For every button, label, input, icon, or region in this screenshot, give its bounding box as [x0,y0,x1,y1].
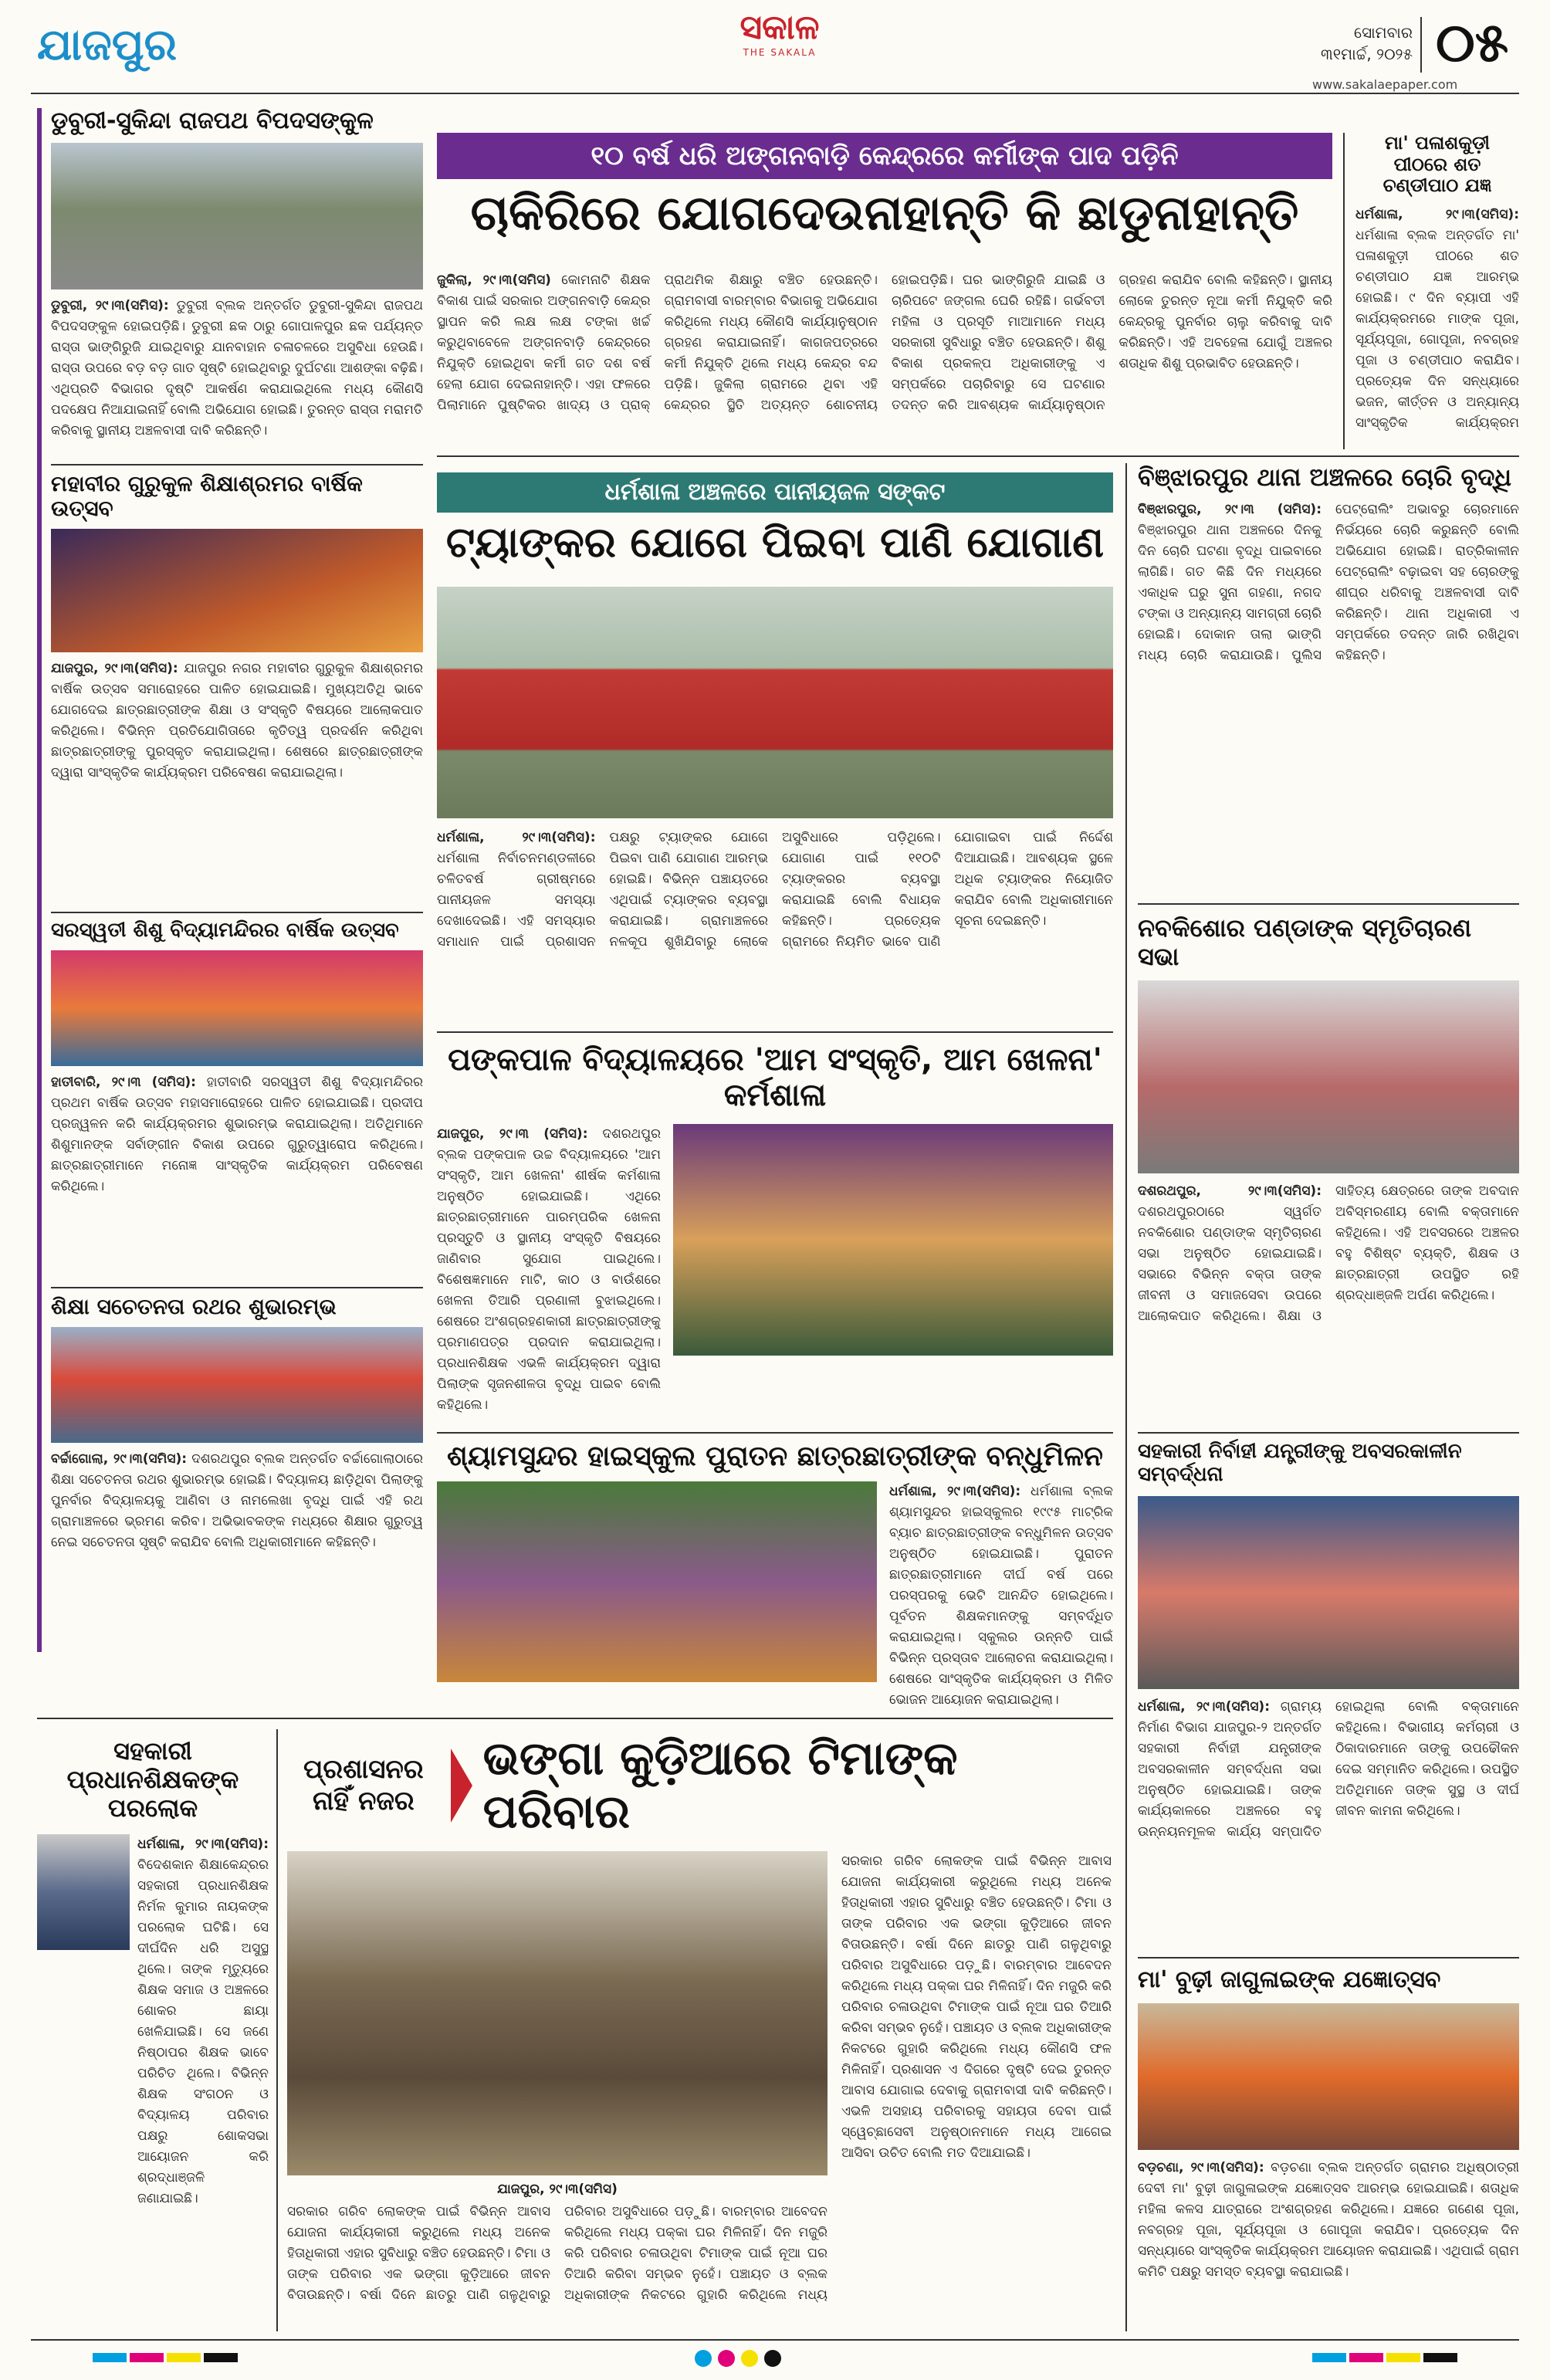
cyan-swatch [1312,2353,1346,2362]
water-text: ଧର୍ମଶାଳା ନିର୍ବାଚନମଣ୍ଡଳୀରେ ଚଳିତବର୍ଷ ଗ୍ରୀଷ୍ମରେ ପାନୀୟଜଳ ସମସ୍ୟା ଦେଖାଦେଇଛି। ଏହି ସମସ୍ୟାର ସମାଧାନ ପାଇଁ ପ୍ରଶାସନ ପକ୍ଷରୁ ଟ୍ୟାଙ୍କର ଯୋଗେ ପିଇବା ପାଣି ଯୋଗାଣ ଆରମ୍ଭ ହୋଇଛି। ବିଭିନ୍ନ ପଞ୍ଚାୟତରେ ଏଥିପାଇଁ ଟ୍ୟାଙ୍କର ବ୍ୟବସ୍ଥା କରାଯାଇଛି। ଗ୍ରାମାଞ୍ଚଳରେ ନଳକୂପ ଶୁଖିଯିବାରୁ ଲୋକେ ଅସୁବିଧାରେ ପଡ଼ିଥିଲେ। ଯୋଗାଣ ପାଇଁ ୧୧୦ଟି ଟ୍ୟାଙ୍କରର ବ୍ୟବସ୍ଥା କରାଯାଇଛି ବୋଲି ବିଧାୟକ କହିଛନ୍ତି। ପ୍ରତ୍ୟେକ ଗ୍ରାମରେ ନିୟମିତ ଭାବେ ପାଣି ଯୋଗାଇବା ପାଇଁ ନିର୍ଦ୍ଦେଶ ଦିଆଯାଇଛି। ଆବଶ୍ୟକ ସ୍ଥଳେ ଅଧିକ ଟ୍ୟାଙ୍କର ନିୟୋଜିତ କରାଯିବ ବୋଲି ଅଧିକାରୀମାନେ ସୂଚନା ଦେଇଛନ୍ତି। [437,830,1113,950]
yellow-dot [741,2350,758,2367]
section-rule [37,1718,1113,1719]
divider [51,464,423,466]
water-headline: ଟ୍ୟାଙ୍କର ଯୋଗେ ପିଇବା ପାଣି ଯୋଗାଣ [445,518,1105,567]
story-gurukul-text: ଯାଜପୁର ନଗର ମହାବୀର ଗୁରୁକୁଳ ଶିକ୍ଷାଶ୍ରମର ବାର୍ଷିକ ଉତ୍ସବ ସମାରୋହରେ ପାଳିତ ହୋଇଯାଇଛି। ମୁଖ୍ୟଅତିଥି ଭାବେ ଯୋଗଦେଇ ଛାତ୍ରଛାତ୍ରୀଙ୍କ ଶିକ୍ଷା ଓ ସଂସ୍କୃତି ବିଷୟରେ ଆଲୋକପାତ କରିଥିଲେ। ବିଭିନ୍ନ ପ୍ରତିଯୋଗିତାରେ କୃତିତ୍ୱ ପ୍ରଦର୍ଶନ କରିଥିବା ଛାତ୍ରଛାତ୍ରୀଙ୍କୁ ପୁରସ୍କୃତ କରାଯାଇଥିଲା। ଶେଷରେ ଛାତ୍ରଛାତ୍ରୀଙ୍କ ଦ୍ୱାରା ସାଂସ୍କୃତିକ କାର୍ଯ୍ୟକ୍ରମ ପରିବେଷଣ କରାଯାଇଥିଲା। [51,660,423,780]
left-rail [37,108,423,1652]
obituary-text: ବିଦେଶକାନ ଶିକ୍ଷାକେନ୍ଦ୍ରର ସହକାରୀ ପ୍ରଧାନଶିକ୍ଷକ ନିର୍ମଳ କୁମାର ନାୟକଙ୍କ ପରଲୋକ ଘଟିଛି। ସେ ଦୀର୍ଘଦିନ ଧରି ଅସୁସ୍ଥ ଥିଲେ। ତାଙ୍କ ମୃତ୍ୟୁରେ ଶିକ୍ଷକ ସମାଜ ଓ ଅଞ୍ଚଳରେ ଶୋକର ଛାୟା ଖେଳିଯାଇଛି। ସେ ଜଣେ ନିଷ୍ଠାପର ଶିକ୍ଷକ ଭାବେ ପରିଚିତ ଥିଲେ। ବିଭିନ୍ନ ଶିକ୍ଷକ ସଂଗଠନ ଓ ବିଦ୍ୟାଳୟ ପରିବାର ପକ୍ଷରୁ ଶୋକସଭା ଆୟୋଜନ କରି ଶ୍ରଦ୍ଧାଞ୍ଜଳି ଜଣାଯାଇଛି। [137,1857,269,2207]
sidebar-chandi [1355,133,1519,436]
lead-body [437,270,1332,448]
yagna-headline: ମା' ବୁଢ଼ୀ ଜାଗୁଳାଇଙ୍କ ଯଜ୍ଞୋତ୍ସବ [1138,1966,1441,1993]
reunion-body [889,1481,1113,1713]
issue-date: ୩୧ମାର୍ଚ୍ଚ, ୨୦୨୫ [1320,45,1413,63]
story-road-byline: ଡୁବୁରୀ, ୨୯।୩(ସମିସ): [51,297,169,313]
memorial-text: ଦଶରଥପୁରଠାରେ ସ୍ୱର୍ଗତ ନବକିଶୋର ପଣ୍ଡାଙ୍କ ସ୍ମୃତିଚାରଣ ସଭା ଅନୁଷ୍ଠିତ ହୋଇଯାଇଛି। ସଭାରେ ବିଭିନ୍ନ ବକ୍ତା ତାଙ୍କ ଜୀବନୀ ଓ ସମାଜସେବା ଉପରେ ଆଲୋକପାତ କରିଥିଲେ। ଶିକ୍ଷା ଓ ସାହିତ୍ୟ କ୍ଷେତ୍ରରେ ତାଙ୍କ ଅବଦାନ ଅବିସ୍ମରଣୀୟ ବୋଲି ବକ୍ତାମାନେ କହିଥିଲେ। ଏହି ଅବସରରେ ଅଞ୍ଚଳର ବହୁ ବିଶିଷ୍ଟ ବ୍ୟକ୍ତି, ଶିକ୍ଷକ ଓ ଛାତ୍ରଛାତ୍ରୀ ଉପସ୍ଥିତ ରହି ଶ୍ରଦ୍ଧାଞ୍ଜଳି ଅର୍ପଣ କରିଥିଲେ। [1138,1183,1519,1324]
road-photo [51,143,423,289]
yellow-swatch [167,2353,201,2362]
yagna-text: ବଡ଼ଚଣା ବ୍ଲକ ଅନ୍ତର୍ଗତ ଗ୍ରାମର ଅଧିଷ୍ଠାତ୍ରୀ ଦେବୀ ମା' ବୁଢ଼ୀ ଜାଗୁଳାଇଙ୍କ ଯଜ୍ଞୋତ୍ସବ ଆରମ୍ଭ ହୋଇଯାଇଛି। ଶତାଧିକ ମହିଳା କଳସ ଯାତ୍ରାରେ ଅଂଶଗ୍ରହଣ କରିଥିଲେ। ଯଜ୍ଞରେ ଗଣେଶ ପୂଜା, ନବଗ୍ରହ ପୂଜା, ସୂର୍ଯ୍ୟପୂଜା ଓ ଗୋପୂଜା କରାଯିବ। ପ୍ରତ୍ୟେକ ଦିନ ସନ୍ଧ୍ୟାରେ ସାଂସ୍କୃତିକ କାର୍ଯ୍ୟକ୍ରମ ଆୟୋଜନ କରାଯାଇଛି। ଏଥିପାଇଁ ଗ୍ରାମ କମିଟି ପକ୍ଷରୁ ସମସ୍ତ ବ୍ୟବସ୍ଥା କରାଯାଇଛି। [1138,2159,1519,2280]
water-kicker: ଧର୍ମଶାଳା ଅଞ୍ଚଳରେ ପାନୀୟଜଳ ସଙ୍କଟ [437,472,1113,513]
hut-kicker: ପ୍ରଶାସନର ନାହିଁ ନଜର [303,1754,424,1816]
felicitation-story [1138,1441,1519,1928]
brand-tagline: THE SAKALA [743,47,817,58]
section-rule [437,1031,1113,1033]
obituary-headline: ସହକାରୀ ପ୍ରଧାନଶିକ୍ଷକଙ୍କ ପରଲୋକ [66,1736,239,1823]
reunion-group-photo [437,1481,877,1682]
sidebar-chandi-text: ଧର୍ମଶାଳା ବ୍ଲକ ଅନ୍ତର୍ଗତ ମା' ପଳାଶକୁଡ଼ୀ ପୀଠରେ ଶତ ଚଣ୍ଡୀପାଠ ଯଜ୍ଞ ଆରମ୍ଭ ହୋଇଛି। ୯ ଦିନ ବ୍ୟାପୀ ଏହି କାର୍ଯ୍ୟକ୍ରମରେ ମାଙ୍କ ପୂଜା, ସୂର୍ଯ୍ୟପୂଜା, ଗୋପୂଜା, ନବଗ୍ରହ ପୂଜା ଓ ଚଣ୍ଡୀପାଠ କରାଯିବ। ପ୍ରତ୍ୟେକ ଦିନ ସନ୍ଧ୍ୟାରେ ଭଜନ, କୀର୍ତ୍ତନ ଓ ଅନ୍ୟାନ୍ୟ ସାଂସ୍କୃତିକ କାର୍ଯ୍ୟକ୍ରମ [1355,227,1519,431]
divider [51,912,423,913]
magenta-dot [718,2350,735,2367]
story-road-body [51,296,423,458]
obituary-portrait [37,1834,130,1950]
reunion-byline: ଧର୍ମଶାଳା, ୨୯।୩(ସମିସ): [889,1484,1021,1500]
section-rule [437,1432,1113,1434]
story-road-text: ଡୁବୁରୀ ବ୍ଲକ ଅନ୍ତର୍ଗତ ଡୁବୁରୀ-ସୁକିନ୍ଦା ରାଜପଥ ବିପଦସଙ୍କୁଳ ହୋଇପଡ଼ିଛି। ଡୁବୁରୀ ଛକ ଠାରୁ ଗୋପାଳପୁର ଛକ ପର୍ଯ୍ୟନ୍ତ ରାସ୍ତା ଭାଙ୍ଗିରୁଜି ଯାଇଥିବାରୁ ଯାନବାହାନ ଚଳାଚଳରେ ଅସୁବିଧା ହେଉଛି। ରାସ୍ତା ଉପରେ ବଡ଼ ବଡ଼ ଗାତ ସୃଷ୍ଟି ହୋଇଥିବାରୁ ଦୁର୍ଘଟଣା ଆଶଙ୍କା ବଢ଼ିଛି। ଏଥିପ୍ରତି ବିଭାଗର ଦୃଷ୍ଟି ଆକର୍ଷଣ କରାଯାଇଥିଲେ ମଧ୍ୟ କୌଣସି ପଦକ୍ଷେପ ନିଆଯାଇନାହିଁ ବୋଲି ଅଭିଯୋଗ ହୋଇଛି। ତୁରନ୍ତ ରାସ୍ତା ମରାମତି କରିବାକୁ ସ୍ଥାନୀୟ ଅଞ୍ଚଳବାସୀ ଦାବି କରିଛନ୍ତି। [51,297,423,438]
story-saraswati-body [51,1072,423,1281]
theft-headline: ବିଞ୍ଝାରପୁର ଥାନା ଅଞ୍ଚଳରେ ଚୋରି ବୃଦ୍ଧି [1138,462,1512,492]
sidebar-chandi-byline: ଧର୍ମଶାଳା, ୨୯।୩(ସମିସ): [1355,206,1519,222]
hut-arrow-icon [451,1749,472,1823]
section-rule [1138,1432,1519,1434]
felicitation-headline: ସହକାରୀ ନିର୍ବାହୀ ଯନ୍ତ୍ରୀଙ୍କୁ ଅବସରକାଳୀନ ସମ୍ବର୍ଦ୍ଧନା [1138,1440,1462,1486]
obituary-story [37,1737,269,2267]
sidebar-chandi-headline: ମା' ପଳାଶକୁଡ଼ୀ ପୀଠରେ ଶତ ଚଣ୍ଡୀପାଠ ଯଜ୍ଞ [1382,132,1492,197]
felicitation-body [1138,1697,1519,1928]
memorial-meeting-photo [1138,980,1519,1173]
section-rule [1138,903,1519,905]
lead-byline: ଜୁକିଲା, ୨୯।୩(ସମିସ) [437,273,551,288]
page-number: ୦୫ [1436,11,1509,74]
lead-headline: ଚାକିରିରେ ଯୋଗଦେଉନାହାନ୍ତି କି ଛାଡୁନାହାନ୍ତି [470,185,1299,241]
hut-text-side: ସରକାର ଗରିବ ଲୋକଙ୍କ ପାଇଁ ବିଭିନ୍ନ ଆବାସ ଯୋଜନା କାର୍ଯ୍ୟକାରୀ କରୁଥିଲେ ମଧ୍ୟ ଅନେକ ହିତାଧିକାରୀ ଏହାର ସୁବିଧାରୁ ବଞ୍ଚିତ ହେଉଛନ୍ତି। ଟିମା ଓ ତାଙ୍କ ପରିବାର ଏକ ଭଙ୍ଗା କୁଡ଼ିଆରେ ଜୀବନ ବିତାଉଛନ୍ତି। ବର୍ଷା ଦିନେ ଛାତରୁ ପାଣି ଗଳୁଥିବାରୁ ପରିବାର ଅସୁବିଧାରେ ପଡ଼ୁଛି। ବାରମ୍ବାର ଆବେଦନ କରିଥିଲେ ମଧ୍ୟ ପକ୍କା ଘର ମିଳିନାହିଁ। ଦିନ ମଜୁରି କରି ପରିବାର ଚଳାଉଥିବା ଟିମାଙ୍କ ପାଇଁ ନୂଆ ଘର ତିଆରି କରିବା ସମ୍ଭବ ନୁହେଁ। ପଞ୍ଚାୟତ ଓ ବ୍ଲକ ଅଧିକାରୀଙ୍କ ନିକଟରେ ଗୁହାରି କରିଥିଲେ ମଧ୍ୟ କୌଣସି ଫଳ ମିଳିନାହିଁ। ପ୍ରଶାସନ ଏ ଦିଗରେ ଦୃଷ୍ଟି ଦେଇ ତୁରନ୍ତ ଆବାସ ଯୋଗାଇ ଦେବାକୁ ଗ୍ରାମବାସୀ ଦାବି କରିଛନ୍ତି। ଏଭଳି ଅସହାୟ ପରିବାରକୁ ସହାୟତା ଦେବା ପାଇଁ ସ୍ୱେଚ୍ଛାସେବୀ ଅନୁଷ୍ଠାନମାନେ ମଧ୍ୟ ଆଗେଇ ଆସିବା ଉଚିତ ବୋଲି ମତ ଦିଆଯାଇଛି। [841,1854,1112,2161]
workshop-byline: ଯାଜପୁର, ୨୯।୩ (ସମିସ): [437,1126,588,1142]
cyan-dot [695,2350,712,2367]
felicitation-byline: ଧର୍ମଶାଳା, ୨୯।୩(ସମିସ): [1138,1698,1270,1715]
sidebar-chandi-body [1355,205,1519,436]
yellow-swatch [1386,2353,1420,2362]
brand-logo [718,8,841,58]
section-title: ଯାଜପୁର [37,20,178,70]
yagna-body [1138,2158,1519,2320]
memorial-headline: ନବକିଶୋର ପଣ୍ଡାଙ୍କ ସ୍ମୃତିଚାରଣ ସଭା [1138,913,1472,971]
workshop-students-photo [673,1124,1113,1356]
story-saraswati-headline: ସରସ୍ୱତୀ ଶିଶୁ ବିଦ୍ୟାମନ୍ଦିରର ବାର୍ଷିକ ଉତ୍ସବ [51,918,399,942]
black-swatch [204,2353,238,2362]
obituary-byline: ଧର୍ମଶାଳା, ୨୯।୩(ସମିସ): [137,1837,269,1853]
hut-byline: ଯାଜପୁର, ୨୯।୩(ସମିସ) [497,2182,618,2197]
story-gurukul-byline: ଯାଜପୁର, ୨୯।୩(ସମିସ): [51,660,178,676]
awareness-rath-photo [51,1327,423,1443]
section-rule [1138,1957,1519,1959]
issue-day: ସୋମବାର [1354,23,1413,42]
black-dot [764,2350,781,2367]
water-tankers-photo [437,587,1113,818]
cyan-swatch [93,2353,127,2362]
felicitation-text: ଗ୍ରାମ୍ୟ ନିର୍ମାଣ ବିଭାଗ ଯାଜପୁର-୨ ଅନ୍ତର୍ଗତ ସହକାରୀ ନିର୍ବାହୀ ଯନ୍ତ୍ରୀଙ୍କ ଅବସରକାଳୀନ ସମ୍ବର୍ଦ୍ଧନା ସଭା ଅନୁଷ୍ଠିତ ହୋଇଯାଇଛି। ତାଙ୍କ କାର୍ଯ୍ୟକାଳରେ ଅଞ୍ଚଳରେ ବହୁ ଉନ୍ନୟନମୂଳକ କାର୍ଯ୍ୟ ସମ୍ପାଦିତ ହୋଇଥିଲା ବୋଲି ବକ୍ତାମାନେ କହିଥିଲେ। ବିଭାଗୀୟ କର୍ମଚାରୀ ଓ ଠିକାଦାରମାନେ ତାଙ୍କୁ ଉପଢୌକନ ଦେଇ ସମ୍ମାନିତ କରିଥିଲେ। ଉପସ୍ଥିତ ଅତିଥିମାନେ ତାଙ୍କ ସୁସ୍ଥ ଓ ଦୀର୍ଘ ଜୀବନ କାମନା କରିଥିଲେ। [1138,1698,1519,1840]
hut-body-side [841,1851,1112,2345]
hut-family-photo [287,1851,827,2175]
lead-kicker: ୧୦ ବର୍ଷ ଧରି ଅଙ୍ଗନବାଡ଼ି କେନ୍ଦ୍ରରେ କର୍ମୀଙ୍କ ପାଦ ପଡ଼ିନି [437,133,1332,179]
memorial-story [1138,914,1519,1459]
masthead-divider [1420,17,1422,73]
column-rule [1343,133,1345,449]
hut-story [287,1732,1113,2345]
story-rath-headline: ଶିକ୍ଷା ସଚେତନତା ରଥର ଶୁଭାରମ୍ଭ [51,1293,337,1319]
print-registration-strip [0,2353,1550,2372]
theft-text: ବିଞ୍ଝାରପୁର ଥାନା ଅଞ୍ଚଳରେ ଦିନକୁ ଦିନ ଚୋରି ଘଟଣା ବୃଦ୍ଧି ପାଇବାରେ ଲାଗିଛି। ଗତ କିଛି ଦିନ ମଧ୍ୟରେ ଏକାଧିକ ଘରୁ ସୁନା ଗହଣା, ନଗଦ ଟଙ୍କା ଓ ଅନ୍ୟାନ୍ୟ ସାମଗ୍ରୀ ଚୋରି ହୋଇଛି। ଦୋକାନ ତାଲା ଭାଙ୍ଗି ମଧ୍ୟ ଚୋରି କରାଯାଉଛି। ପୁଲିସ ପେଟ୍ରୋଲିଂ ଅଭାବରୁ ଚୋରମାନେ ନିର୍ଭୟରେ ଚୋରି କରୁଛନ୍ତି ବୋଲି ଅଭିଯୋଗ ହୋଇଛି। ରାତ୍ରିକାଳୀନ ପେଟ୍ରୋଲିଂ ବଢ଼ାଇବା ସହ ଚୋରଙ୍କୁ ଶୀଘ୍ର ଧରିବାକୁ ଅଞ୍ଚଳବାସୀ ଦାବି କରିଛନ୍ତି। ଥାନା ଅଧିକାରୀ ଏ ସମ୍ପର୍କରେ ତଦନ୍ତ ଜାରି ରଖିଥିବା କହିଛନ୍ତି। [1138,501,1519,663]
divider [51,1287,423,1288]
yagna-byline: ବଡ଼ଚଣା, ୨୯।୩(ସମିସ): [1138,2159,1264,2175]
masthead [0,0,1550,93]
theft-story [1138,463,1519,862]
section-rule [437,455,1519,457]
reunion-story [437,1441,1113,1713]
story-rath-body [51,1449,423,1657]
workshop-body-left [437,1124,661,1417]
yagna-ritual-photo [1138,2003,1519,2150]
memorial-byline: ଦଶରଥପୁର, ୨୯।୩(ସମିସ): [1138,1183,1322,1199]
theft-body [1138,499,1519,862]
story-saraswati-text: ହାତୀବାରି ସରସ୍ୱତୀ ଶିଶୁ ବିଦ୍ୟାମନ୍ଦିରର ପ୍ରଥମ ବାର୍ଷିକ ଉତ୍ସବ ମହାସମାରୋହରେ ପାଳିତ ହୋଇଯାଇଛି। ପ୍ରଦୀପ ପ୍ରଜ୍ୱଳନ କରି କାର୍ଯ୍ୟକ୍ରମର ଶୁଭାରମ୍ଭ କରାଯାଇଥିଲା। ଅତିଥିମାନେ ଶିଶୁମାନଙ୍କ ସର୍ବାଙ୍ଗୀନ ବିକାଶ ଉପରେ ଗୁରୁତ୍ୱାରୋପ କରିଥିଲେ। ଛାତ୍ରଛାତ୍ରୀମାନେ ମନୋଜ୍ଞ ସାଂସ୍କୃତିକ କାର୍ଯ୍ୟକ୍ରମ ପରିବେଷଣ କରିଥିଲେ। [51,1074,423,1194]
footer-rule [31,2339,1519,2341]
column-rule [1125,1444,1127,2331]
workshop-text: ଦଶରଥପୁର ବ୍ଲକ ପଙ୍କପାଳ ଉଚ୍ଚ ବିଦ୍ୟାଳୟରେ 'ଆମ ସଂସ୍କୃତି, ଆମ ଖେଳନା' ଶୀର୍ଷକ କର୍ମଶାଳା ଅନୁଷ୍ଠିତ ହୋଇଯାଇଛି। ଏଥିରେ ଛାତ୍ରଛାତ୍ରୀମାନେ ପାରମ୍ପରିକ ଖେଳନା ପ୍ରସ୍ତୁତି ଓ ସ୍ଥାନୀୟ ସଂସ୍କୃତି ବିଷୟରେ ଜାଣିବାର ସୁଯୋଗ ପାଇଥିଲେ। ବିଶେଷଜ୍ଞମାନେ ମାଟି, କାଠ ଓ ବାଉଁଶରେ ଖେଳନା ତିଆରି ପ୍ରଣାଳୀ ବୁଝାଇଥିଲେ। ଶେଷରେ ଅଂଶଗ୍ରହଣକାରୀ ଛାତ୍ରଛାତ୍ରୀଙ୍କୁ ପ୍ରମାଣପତ୍ର ପ୍ରଦାନ କରାଯାଇଥିଲା। ପ୍ରଧାନଶିକ୍ଷକ ଏଭଳି କାର୍ଯ୍ୟକ୍ରମ ଦ୍ୱାରା ପିଲାଙ୍କ ସୃଜନଶୀଳତା ବୃଦ୍ଧି ପାଇବ ବୋଲି କହିଥିଲେ। [437,1126,661,1413]
felicitation-photo [1138,1496,1519,1689]
workshop-headline: ପଙ୍କପାଳ ବିଦ୍ୟାଳୟରେ 'ଆମ ସଂସ୍କୃତି, ଆମ ଖେଳନା' କର୍ମଶାଳା [448,1042,1102,1113]
reunion-headline: ଶ୍ୟାମସୁନ୍ଦର ହାଇସ୍କୁଲ ପୁରାତନ ଛାତ୍ରଛାତ୍ରୀଙ୍କ ବନ୍ଧୁମିଳନ [447,1441,1103,1472]
yagna-story [1138,1967,1519,2320]
water-body [437,828,1113,1021]
masthead-rule [31,93,1519,94]
black-swatch [1423,2353,1457,2362]
hut-body-lower [287,2202,827,2325]
dateline [1312,22,1413,65]
story-saraswati-byline: ହାତୀବାରି, ୨୯।୩ (ସମିସ): [51,1074,196,1090]
website-url: www.sakalaepaper.com [1312,77,1458,92]
story-gurukul-body [51,658,423,906]
column-rule [1125,463,1127,1444]
magenta-swatch [1349,2353,1383,2362]
hut-text-lower: ସରକାର ଗରିବ ଲୋକଙ୍କ ପାଇଁ ବିଭିନ୍ନ ଆବାସ ଯୋଜନା କାର୍ଯ୍ୟକାରୀ କରୁଥିଲେ ମଧ୍ୟ ଅନେକ ହିତାଧିକାରୀ ଏହାର ସୁବିଧାରୁ ବଞ୍ଚିତ ହେଉଛନ୍ତି। ଟିମା ଓ ତାଙ୍କ ପରିବାର ଏକ ଭଙ୍ଗା କୁଡ଼ିଆରେ ଜୀବନ ବିତାଉଛନ୍ତି। ବର୍ଷା ଦିନେ ଛାତରୁ ପାଣି ଗଳୁଥିବାରୁ ପରିବାର ଅସୁବିଧାରେ ପଡ଼ୁଛି। ବାରମ୍ବାର ଆବେଦନ କରିଥିଲେ ମଧ୍ୟ ପକ୍କା ଘର ମିଳିନାହିଁ। ଦିନ ମଜୁରି କରି ପରିବାର ଚଳାଉଥିବା ଟିମାଙ୍କ ପାଇଁ ନୂଆ ଘର ତିଆରି କରିବା ସମ୍ଭବ ନୁହେଁ। ପଞ୍ଚାୟତ ଓ ବ୍ଲକ ଅଧିକାରୀଙ୍କ ନିକଟରେ ଗୁହାରି କରିଥିଲେ ମଧ୍ୟ [287,2204,827,2303]
column-rule [276,1729,278,2331]
hut-headline: ଭଙ୍ଗା କୁଡ଼ିଆରେ ଟିମାଙ୍କ ପରିବାର [482,1732,958,1839]
theft-byline: ବିଞ୍ଝାରପୁର, ୨୯।୩ (ସମିସ): [1138,501,1322,517]
story-rath-byline: ବର୍ଚ୍ଚାଗୋଲା, ୨୯।୩(ସମିସ): [51,1451,188,1467]
brand-name: ସକାଳ [739,8,820,47]
story-gurukul-headline: ମହାବୀର ଗୁରୁକୁଳ ଶିକ୍ଷାଶ୍ରମର ବାର୍ଷିକ ଉତ୍ସବ [51,470,363,521]
workshop-story [437,1042,1113,1417]
story-road-headline: ଡୁବୁରୀ-ସୁକିନ୍ଦା ରାଜପଥ ବିପଦସଙ୍କୁଳ [51,107,374,134]
lead-text: କୋମନାଟି ଶିକ୍ଷକ ବିକାଶ ପାଇଁ ସରକାର ଅଙ୍ଗନବାଡ଼ି କେନ୍ଦ୍ର ସ୍ଥାପନ କରି ଲକ୍ଷ ଲକ୍ଷ ଟଙ୍କା ଖର୍ଚ୍ଚ କରୁଥିବାବେଳେ ଅଙ୍ଗନବାଡ଼ି କେନ୍ଦ୍ରରେ ନିଯୁକ୍ତି ହୋଇଥିବା କର୍ମୀ ଗତ ଦଶ ବର୍ଷ ହେଲା ଯୋଗ ଦେଇନାହାନ୍ତି। ଏହା ଫଳରେ ପିଲାମାନେ ପୁଷ୍ଟିକର ଖାଦ୍ୟ ଓ ପ୍ରାକ୍ ପ୍ରାଥମିକ ଶିକ୍ଷାରୁ ବଞ୍ଚିତ ହେଉଛନ୍ତି। ଗ୍ରାମବାସୀ ବାରମ୍ବାର ବିଭାଗକୁ ଅଭିଯୋଗ କରିଥିଲେ ମଧ୍ୟ କୌଣସି କାର୍ଯ୍ୟାନୁଷ୍ଠାନ ଗ୍ରହଣ କରାଯାଇନାହିଁ। କାଗଜପତ୍ରରେ କର୍ମୀ ନିଯୁକ୍ତି ଥିଲେ ମଧ୍ୟ କେନ୍ଦ୍ର ବନ୍ଦ ପଡ଼ିଛି। ଜୁକିଲା ଗ୍ରାମରେ ଥିବା ଏହି କେନ୍ଦ୍ରର ସ୍ଥିତି ଅତ୍ୟନ୍ତ ଶୋଚନୀୟ ହୋଇପଡ଼ିଛି। ଘର ଭାଙ୍ଗିରୁଜି ଯାଇଛି ଓ ଚାରିପଟେ ଜଙ୍ଗଲ ଘେରି ରହିଛି। ଗର୍ଭବତୀ ମହିଳା ଓ ପ୍ରସୂତି ମାଆମାନେ ମଧ୍ୟ ସରକାରୀ ସୁବିଧାରୁ ବଞ୍ଚିତ ହେଉଛନ୍ତି। ଶିଶୁ ବିକାଶ ପ୍ରକଳ୍ପ ଅଧିକାରୀଙ୍କୁ ଏ ସମ୍ପର୍କରେ ପଚାରିବାରୁ ସେ ଘଟଣାର ତଦନ୍ତ କରି ଆବଶ୍ୟକ କାର୍ଯ୍ୟାନୁଷ୍ଠାନ ଗ୍ରହଣ କରାଯିବ ବୋଲି କହିଛନ୍ତି। ସ୍ଥାନୀୟ ଲୋକେ ତୁରନ୍ତ ନୂଆ କର୍ମୀ ନିଯୁକ୍ତି କରି କେନ୍ଦ୍ରକୁ ପୁନର୍ବାର ଚାଲୁ କରିବାକୁ ଦାବି କରିଛନ୍ତି। ଏହି ଅବହେଳା ଯୋଗୁଁ ଅଞ୍ଚଳର ଶତାଧିକ ଶିଶୁ ପ୍ରଭାବିତ ହେଉଛନ୍ତି। [437,273,1332,413]
obituary-body [137,1834,269,2267]
magenta-swatch [130,2353,164,2362]
reunion-text: ଧର୍ମଶାଳା ବ୍ଲକ ଶ୍ୟାମସୁନ୍ଦର ହାଇସ୍କୁଲର ୧୯୯୫ ମାଟ୍ରିକ ବ୍ୟାଚ ଛାତ୍ରଛାତ୍ରୀଙ୍କ ବନ୍ଧୁମିଳନ ଉତ୍ସବ ଅନୁଷ୍ଠିତ ହୋଇଯାଇଛି। ପୁରାତନ ଛାତ୍ରଛାତ୍ରୀମାନେ ଦୀର୍ଘ ବର୍ଷ ପରେ ପରସ୍ପରକୁ ଭେଟି ଆନନ୍ଦିତ ହୋଇଥିଲେ। ପୂର୍ବତନ ଶିକ୍ଷକମାନଙ୍କୁ ସମ୍ବର୍ଦ୍ଧିତ କରାଯାଇଥିଲା। ସ୍କୁଲର ଉନ୍ନତି ପାଇଁ ବିଭିନ୍ନ ପ୍ରସ୍ତାବ ଆଲୋଚନା କରାଯାଇଥିଲା। ଶେଷରେ ସାଂସ୍କୃତିକ କାର୍ଯ୍ୟକ୍ରମ ଓ ମିଳିତ ଭୋଜନ ଆୟୋଜନ କରାଯାଇଥିଲା। [889,1484,1113,1708]
story-rath-text: ଦଶରଥପୁର ବ୍ଲକ ଅନ୍ତର୍ଗତ ବର୍ଚ୍ଚାଗୋଲାଠାରେ ଶିକ୍ଷା ସଚେତନତା ରଥର ଶୁଭାରମ୍ଭ ହୋଇଛି। ବିଦ୍ୟାଳୟ ଛାଡ଼ିଥିବା ପିଲାଙ୍କୁ ପୁନର୍ବାର ବିଦ୍ୟାଳୟକୁ ଆଣିବା ଓ ନାମଲେଖା ବୃଦ୍ଧି ପାଇଁ ଏହି ରଥ ଗ୍ରାମାଞ୍ଚଳରେ ଭ୍ରମଣ କରିବ। ଅଭିଭାବକଙ୍କ ମଧ୍ୟରେ ଶିକ୍ଷାର ଗୁରୁତ୍ୱ ନେଇ ସଚେତନତା ସୃଷ୍ଟି କରାଯିବ ବୋଲି ଅଧିକାରୀମାନେ କହିଛନ୍ତି। [51,1451,423,1550]
gurukul-stage-photo [51,529,423,652]
water-byline: ଧର୍ମଶାଳା, ୨୯।୩(ସମିସ): [437,830,596,845]
memorial-body [1138,1181,1519,1459]
saraswati-event-photo [51,950,423,1066]
